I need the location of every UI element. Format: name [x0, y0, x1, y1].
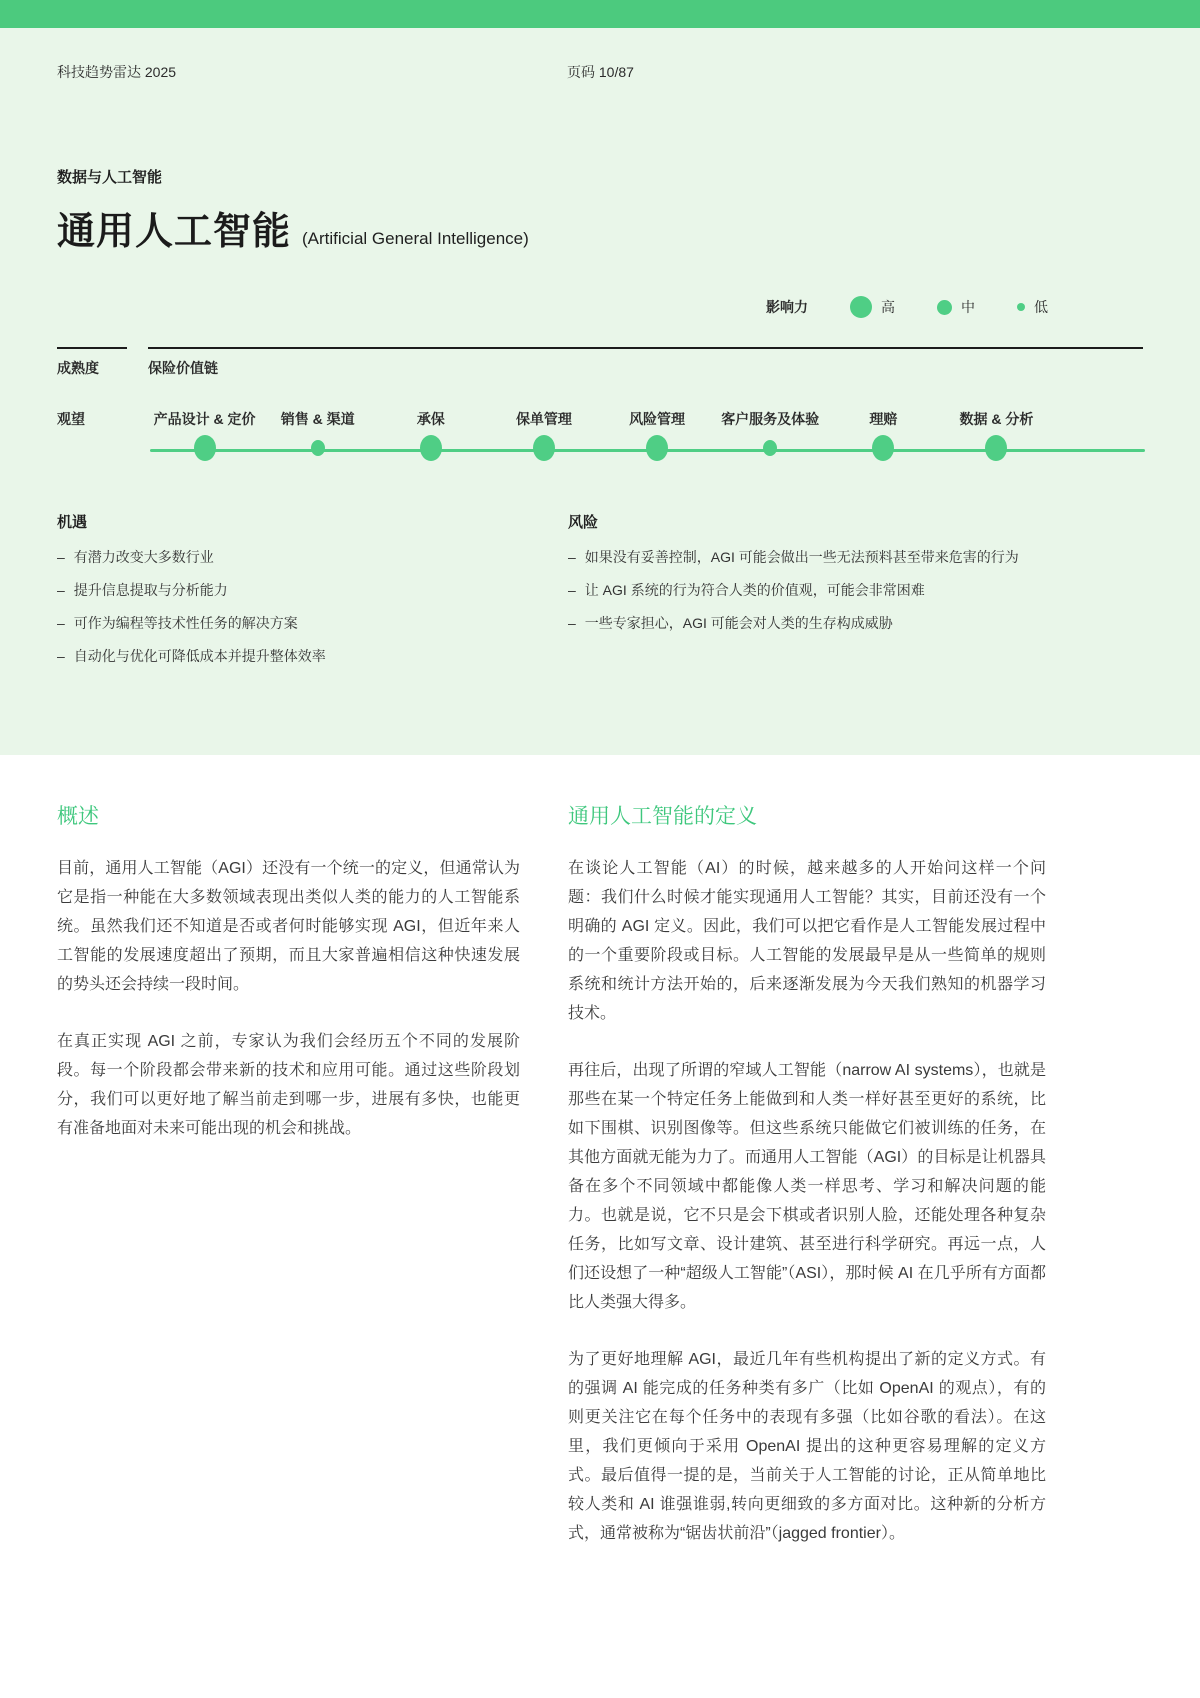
overview-paragraph: 目前，通用人工智能（AGI）还没有一个统一的定义，但通常认为它是指一种能在大多数领域表现出类似人类的能力的人工智能系统。虽然我们还不知道是否或者何时能够实现 AGI，但近年来人工智能的发展速度超出了预期，而且大家普遍相信这种快速发展的势头还会持续一段时间。 [57, 860, 520, 993]
value-chain-stage [601, 409, 714, 462]
impact-dot [420, 435, 442, 461]
legend-dot-low-icon [1017, 303, 1025, 311]
value-chain-stage [714, 409, 827, 462]
dot-slot [763, 434, 777, 462]
value-chain-stage [261, 409, 374, 462]
definition-paragraph: 再往后，出现了所谓的窄域人工智能（narrow AI systems），也就是那些在某一个特定任务上能做到和人类一样好甚至更好的系统，比如下围棋、识别图像等。但这些系统只能做它们被训练的任务，在其他方面就无能为力了。而通用人工智能（AGI）的目标是让机器具备在多个不同领域中都能像人类一样思考、学习和解决问题的能力。也就是说，它不只是会下棋或者识别人脸，还能处理各种复杂任务，比如写文章、设计建筑、甚至进行科学研究。再远一点，人们还设想了一种“超级人工智能”（ASI），那时候 AI 在几乎所有方面都比人类强大得多。 [568, 1062, 1046, 1311]
opportunity-item [57, 613, 520, 633]
risks-title: 风险 [568, 514, 599, 531]
value-chain-stage [940, 409, 1053, 462]
stage-label: 承保 [416, 411, 445, 427]
legend-dot-high-icon [850, 296, 872, 318]
stage-label: 风险管理 [629, 411, 686, 427]
legend-item-label: 高 [881, 299, 895, 315]
impact-dot [763, 440, 777, 456]
opportunity-item [57, 580, 520, 600]
opportunities-title: 机遇 [57, 514, 88, 531]
report-title: 科技趋势雷达 2025 [57, 64, 177, 80]
opportunity-item [57, 547, 520, 567]
value-chain-column [148, 347, 1143, 465]
legend-item-label: 中 [961, 299, 975, 315]
maturity-value: 观望 [57, 411, 85, 427]
definition-title: 通用人工智能的定义 [568, 805, 757, 828]
stage-label: 产品设计 & 定价 [153, 411, 256, 427]
risk-text: 一些专家担心，AGI 可能会对人类的生存构成威胁 [584, 615, 893, 631]
maturity-column [57, 347, 127, 465]
bullet-dash: – [568, 582, 576, 598]
value-chain-stage [374, 409, 487, 462]
overview-title: 概述 [57, 805, 99, 828]
overview-section [57, 800, 520, 1576]
legend-item-label: 低 [1034, 299, 1048, 315]
maturity-value-chain-section [57, 347, 1143, 465]
risk-item [568, 613, 1143, 633]
stage-label: 数据 & 分析 [959, 411, 1034, 427]
dot-slot [533, 434, 555, 462]
impact-dot [194, 435, 216, 461]
dot-slot [646, 434, 668, 462]
maturity-label: 成熟度 [57, 360, 99, 376]
value-chain-diagram [148, 409, 1143, 465]
opportunities-risks-section [57, 511, 1143, 679]
document-header [57, 28, 1143, 82]
opportunity-text: 有潜力改变大多数行业 [73, 549, 214, 565]
page-title: 通用人工智能 [57, 211, 292, 253]
risk-text: 让 AGI 系统的行为符合人类的价值观，可能会非常困难 [584, 582, 925, 598]
title-row [57, 200, 1143, 255]
dot-slot [985, 434, 1007, 462]
bullet-dash: – [57, 648, 65, 664]
legend-item-high [850, 296, 895, 318]
dot-slot [311, 434, 325, 462]
value-chain-stages [148, 409, 1053, 462]
legend-item-low [1017, 297, 1048, 317]
definition-paragraph: 在谈论人工智能（AI）的时候，越来越多的人开始问这样一个问题：我们什么时候才能实现通用人工智能？其实，目前还没有一个明确的 AGI 定义。因此，我们可以把它看作是人工智能发展过程中的一个重要阶段或目标。人工智能的发展最早是从一些简单的规则系统和统计方法开始的，后来逐渐发展为今天我们熟知的机器学习技术。 [568, 860, 1046, 1022]
legend-dot-medium-icon [937, 300, 952, 315]
stage-label: 理赔 [869, 411, 898, 427]
risk-item [568, 547, 1143, 567]
dot-slot [872, 434, 894, 462]
value-chain-stage [148, 409, 261, 462]
bullet-dash: – [568, 549, 576, 565]
bullet-dash: – [57, 582, 65, 598]
page-number: 页码 10/87 [567, 64, 634, 80]
page-title-english: (Artificial General Intelligence) [302, 229, 529, 248]
value-chain-label: 保险价值链 [148, 360, 218, 376]
impact-dot [872, 435, 894, 461]
stage-label: 客户服务及体验 [721, 411, 820, 427]
definition-section [568, 800, 1046, 1576]
stage-label: 销售 & 渠道 [280, 411, 355, 427]
body-section [0, 755, 1200, 1576]
opportunity-item [57, 646, 520, 666]
impact-dot [533, 435, 555, 461]
dot-slot [420, 434, 442, 462]
category-label: 数据与人工智能 [57, 169, 163, 186]
definition-paragraph: 为了更好地理解 AGI，最近几年有些机构提出了新的定义方式。有的强调 AI 能完成的任务种类有多广（比如 OpenAI 的观点），有的则更关注它在每个任务中的表现有多强（比如谷歌的看法）。在这里，我们更倾向于采用 OpenAI 提出的这种更容易理解的定义方式。最后值得一提的是，当前关于人工智能的讨论，正从简单地比较人类和 AI 谁强谁弱,转向更细致的多方面对比。这种新的分析方式，通常被称为“锯齿状前沿”（jagged frontier）。 [568, 1351, 1046, 1542]
risk-item [568, 580, 1143, 600]
header-band [0, 28, 1200, 755]
legend-item-medium [937, 297, 975, 317]
bullet-dash: – [57, 615, 65, 631]
value-chain-stage [487, 409, 600, 462]
stage-label: 保单管理 [515, 411, 572, 427]
impact-dot [646, 435, 668, 461]
overview-paragraph: 在真正实现 AGI 之前，专家认为我们会经历五个不同的发展阶段。每一个阶段都会带来新的技术和应用可能。通过这些阶段划分，我们可以更好地了解当前走到哪一步，进展有多快，也能更有准备地面对未来可能出现的机会和挑战。 [57, 1033, 520, 1137]
risks-section [568, 511, 1143, 679]
opportunity-text: 自动化与优化可降低成本并提升整体效率 [73, 648, 326, 664]
impact-dot [985, 435, 1007, 461]
dot-slot [194, 434, 216, 462]
legend-title: 影响力 [766, 299, 808, 315]
value-chain-stage [827, 409, 940, 462]
opportunity-text: 提升信息提取与分析能力 [73, 582, 228, 598]
bullet-dash: – [57, 549, 65, 565]
bullet-dash: – [568, 615, 576, 631]
opportunity-text: 可作为编程等技术性任务的解决方案 [73, 615, 298, 631]
top-accent-bar [0, 0, 1200, 28]
risk-text: 如果没有妥善控制，AGI 可能会做出一些无法预料甚至带来危害的行为 [584, 549, 1019, 565]
opportunities-section [57, 511, 520, 679]
impact-dot [311, 440, 325, 456]
impact-legend [57, 295, 1143, 319]
